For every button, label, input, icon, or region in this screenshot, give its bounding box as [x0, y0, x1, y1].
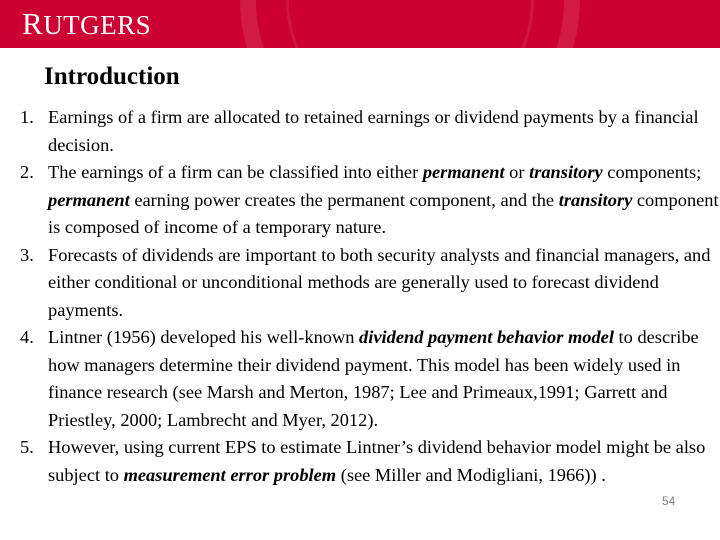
item-text: However, using current EPS to estimate Lintner’s dividend behavior model might be also subject to: [48, 437, 706, 485]
rutgers-logo: RUTGERS: [22, 6, 152, 41]
item-text: Earnings of a firm are allocated to retained earnings or dividend payments by a financial decision.: [48, 107, 699, 155]
item-text: The earnings of a firm can be classified into either: [48, 162, 423, 182]
header-bar: [0, 0, 720, 48]
item-number: 2.: [20, 162, 34, 182]
list-item: [14, 434, 720, 489]
item-number: 3.: [20, 244, 34, 265]
item-number: 5.: [20, 437, 34, 457]
emphasis-term: dividend payment behavior model: [359, 327, 614, 347]
item-text: earning power creates the permanent component, and the: [129, 189, 559, 210]
item-text: (see Miller and Modigliani, 1966)) .: [336, 464, 606, 485]
item-text: or: [504, 162, 530, 182]
item-text: to describe how managers determine their dividend payment. This model has been widely used in finance research (see Marsh and Merton, 1987; Lee and Primeaux,1991; Garrett and Priestley, 2000; Lambrecht and Myer, 2012).: [48, 327, 699, 430]
numbered-list: [14, 104, 720, 489]
list-item: [14, 159, 720, 242]
emphasis-term: measurement error problem: [123, 464, 337, 485]
list-item: [14, 242, 720, 325]
page-number: 54: [662, 494, 676, 508]
item-number: 4.: [20, 327, 34, 347]
item-text: component is composed of income of a temporary nature.: [48, 189, 719, 237]
list-item: [14, 104, 720, 159]
item-text: Forecasts of dividends are important to both security analysts and financial managers, and either conditional or unconditional methods are generally used to forecast dividend payments.: [48, 244, 711, 320]
item-number: 1.: [20, 107, 34, 127]
emphasis-term: permanent: [48, 189, 130, 210]
emphasis-term: transitory: [558, 189, 633, 210]
list-item: [14, 324, 720, 434]
item-text: components;: [602, 162, 702, 182]
seal-watermark: [240, 0, 580, 48]
slide-title: Introduction: [44, 63, 180, 90]
item-text: Lintner (1956) developed his well-known: [48, 327, 360, 347]
emphasis-term: permanent: [422, 162, 505, 182]
emphasis-term: transitory: [529, 162, 603, 182]
